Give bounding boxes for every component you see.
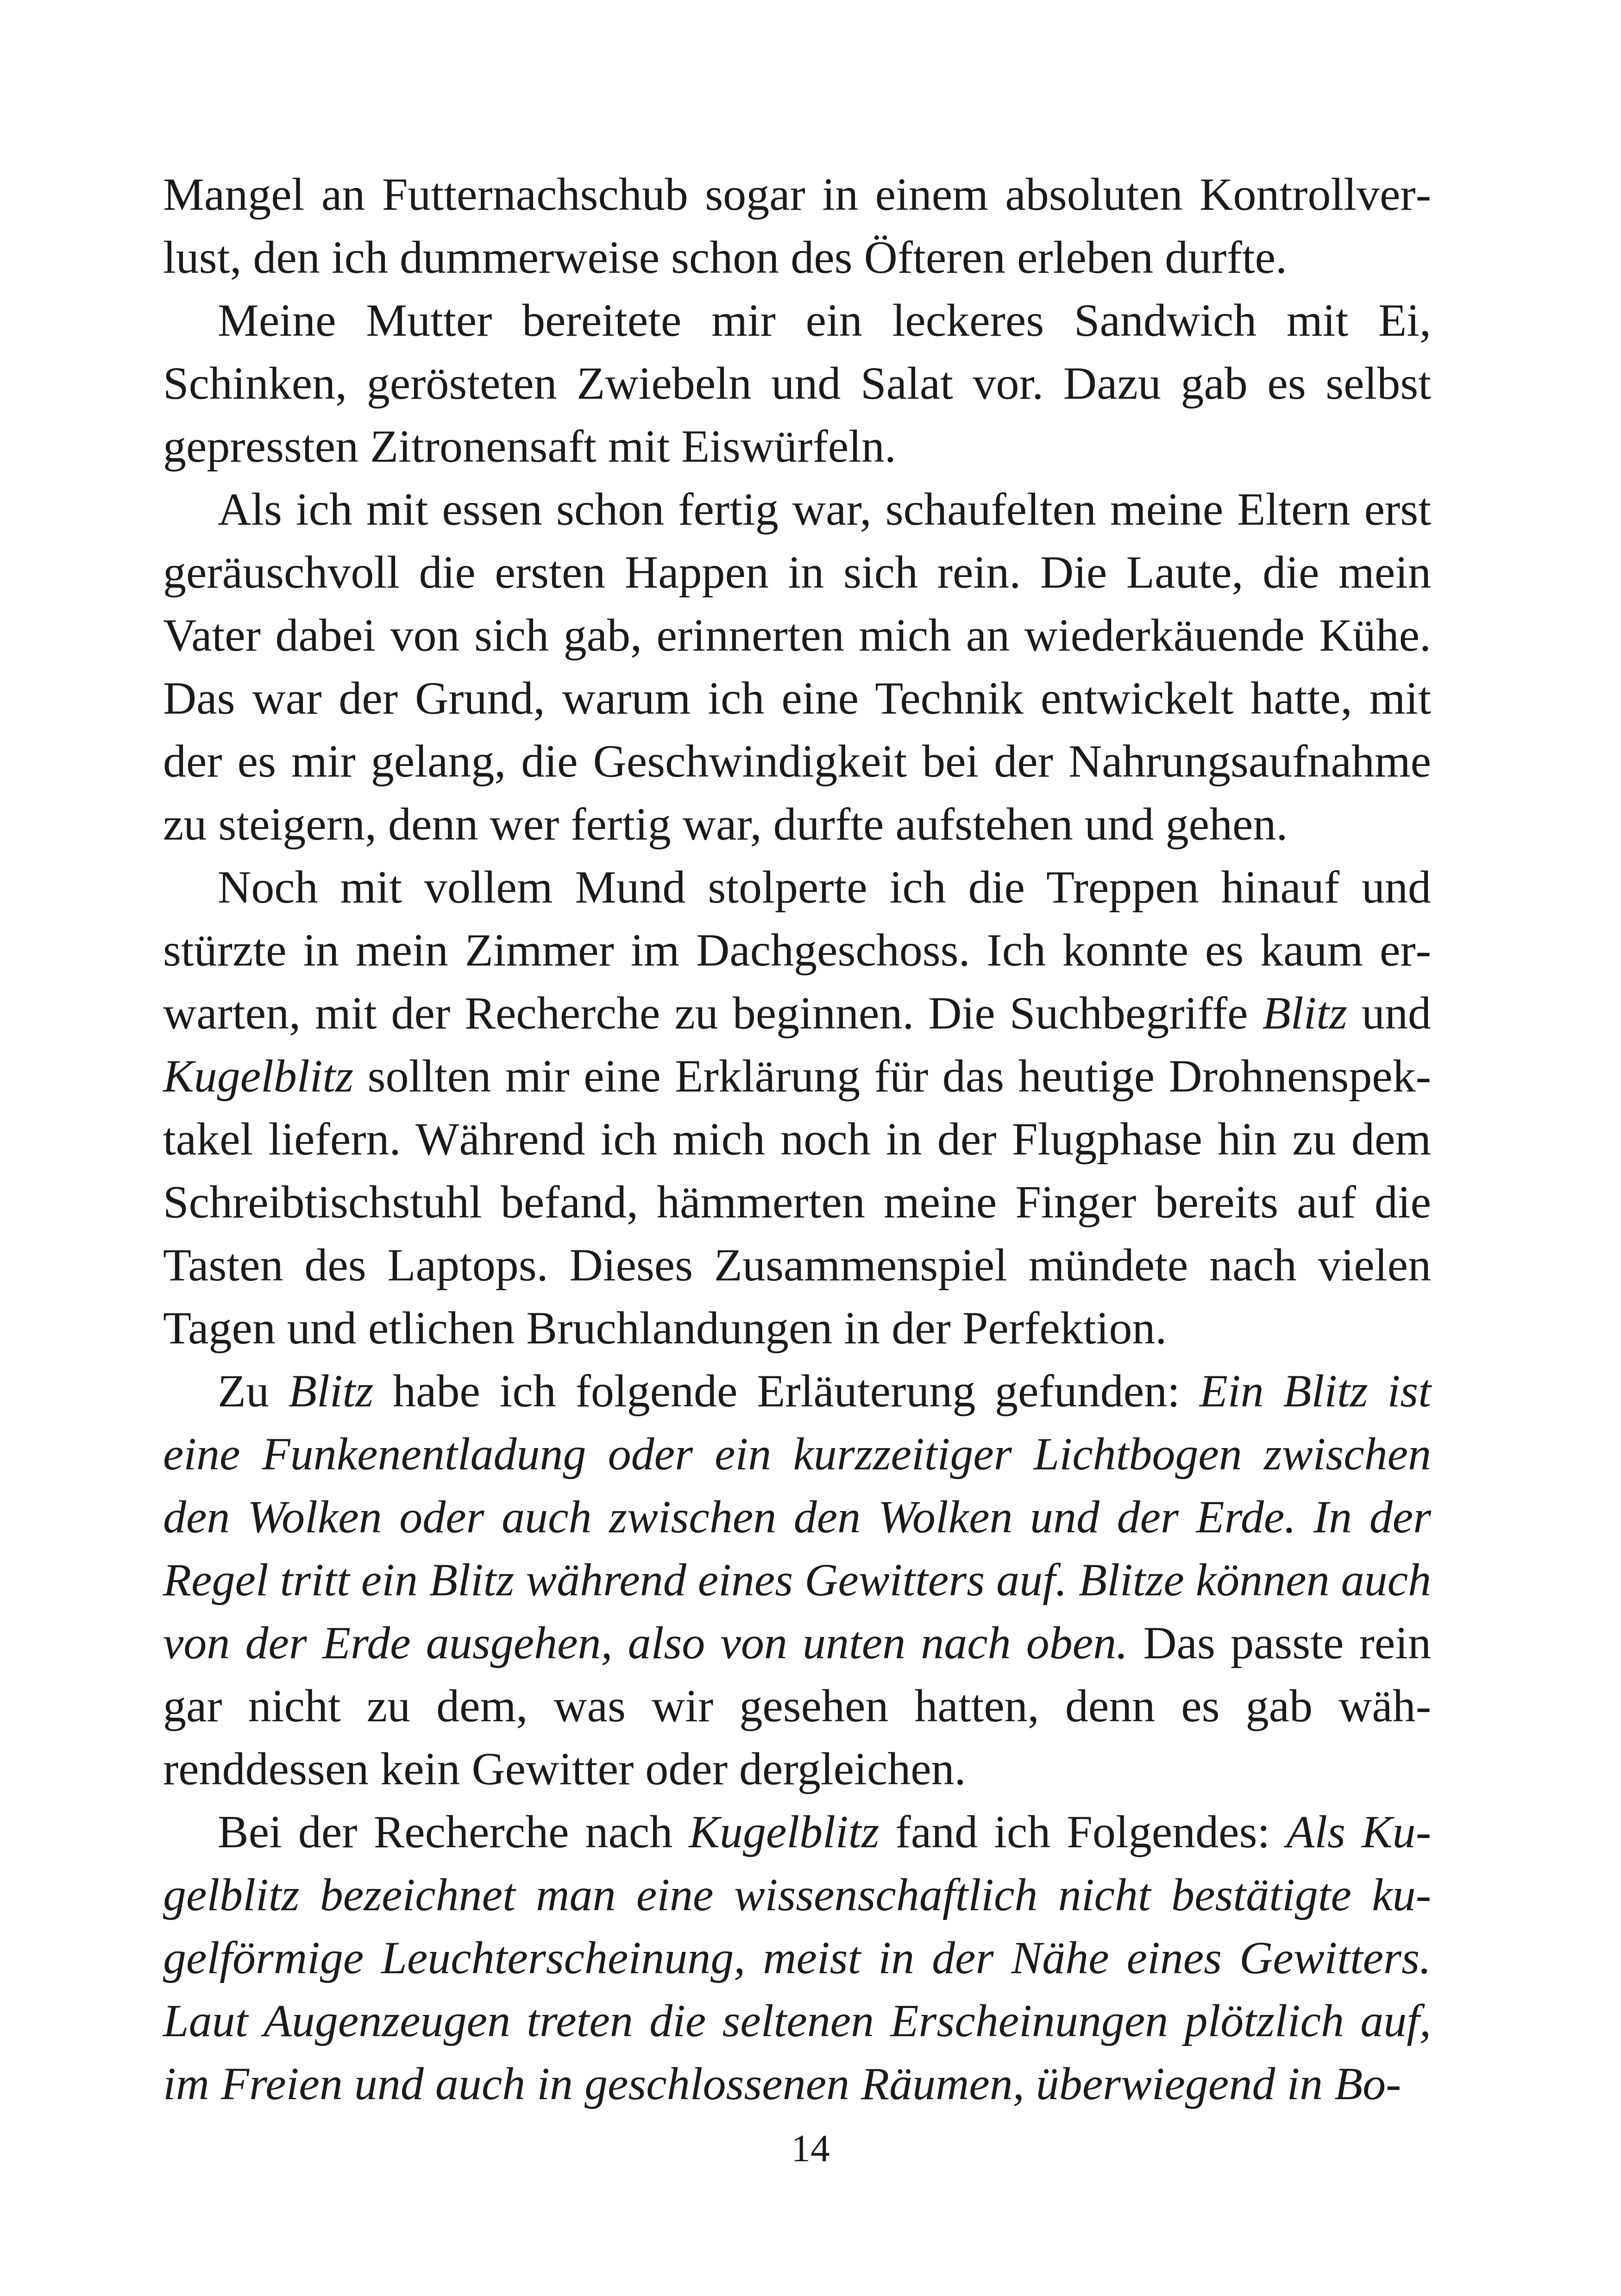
italic-text-run: Blitz <box>1262 987 1347 1039</box>
paragraph <box>163 1800 1431 2115</box>
text-run: fand ich Folgendes: <box>879 1806 1287 1857</box>
text-run: und <box>1347 987 1432 1039</box>
italic-text-run: Ein Blitz ist eine Funkenentladung oder ein kurzzeitiger Lichtbogen zwischen den Wolken oder auch zwischen den Wolken und der Erde. In der Regel tritt ein Blitz während eines Gewitters auf. Blitze können auch von der Erde ausgehen, also von unten nach oben. <box>163 1365 1431 1669</box>
text-run: Das passte rein gar nicht zu dem, was wir gesehen hatten, denn es gab währenddessen kein Gewitter oder dergleichen. <box>163 1617 1431 1794</box>
text-run: Noch mit vollem Mund stolperte ich die Treppen hinauf und stürzte in mein Zimmer im Dachgeschoss. Ich konnte es kaum erwarten, mit der Recherche zu beginnen. Die Suchbegriffe <box>163 861 1431 1039</box>
text-run: Als ich mit essen schon fertig war, schaufelten meine Eltern erst geräuschvoll die ersten Happen in sich rein. Die Laute, die mein Vater dabei von sich gab, erinnerten mich an wiederkäuende Kühe. Das war der Grund, warum ich eine Technik entwickelt hatte, mit der es mir gelang, die Geschwindigkeit bei der Nahrungsaufnahme zu steigern, denn wer fertig war, durfte aufstehen und gehen. <box>163 483 1431 850</box>
paragraph <box>163 856 1431 1360</box>
italic-text-run: Kugelblitz <box>163 1050 354 1102</box>
page-number: 14 <box>791 2127 830 2170</box>
paragraph <box>163 478 1431 856</box>
italic-text-run: Blitz <box>288 1365 374 1417</box>
text-run: Meine Mutter bereitete mir ein leckeres Sandwich mit Ei, Schinken, gerösteten Zwiebeln und Salat vor. Dazu gab es selbst gepressten Zitronensaft mit Eiswürfeln. <box>163 295 1431 472</box>
text-run: Zu <box>218 1365 289 1417</box>
text-run: Bei der Recherche nach <box>218 1806 689 1857</box>
paragraph <box>163 1360 1431 1800</box>
italic-text-run: Kugelblitz <box>689 1806 880 1857</box>
italic-text-run: Als Kugelblitz bezeichnet man eine wissenschaftlich nicht bestätigte kugelförmige Leuchterscheinung, meist in der Nähe eines Gewitters. Laut Augenzeugen treten die seltenen Erscheinungen plötzlich auf, im Freien und auch in geschlossenen Räumen, überwiegend in Bo- <box>163 1806 1431 2109</box>
text-run: Mangel an Futternachschub sogar in einem absoluten Kontrollverlust, den ich dummerweise schon des Öfteren erleben durfte. <box>163 169 1431 283</box>
paragraph <box>163 289 1431 478</box>
body-text <box>163 163 1431 2115</box>
text-run: sollten mir eine Erklärung für das heutige Drohnenspektakel liefern. Während ich mich noch in der Flugphase hin zu dem Schreibtischstuhl befand, hämmerten meine Finger bereits auf die Tasten des Laptops. Dieses Zusammenspiel mündete nach vielen Tagen und etlichen Bruchlandungen in der Perfektion. <box>163 1050 1431 1354</box>
paragraph <box>163 163 1431 289</box>
text-run: habe ich folgende Erläuterung gefunden: <box>373 1365 1200 1417</box>
